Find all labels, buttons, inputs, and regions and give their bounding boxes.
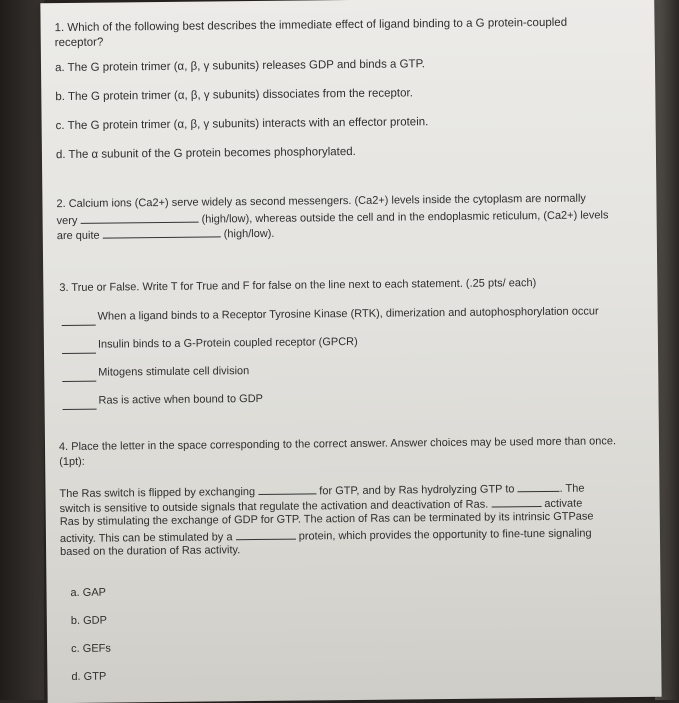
q3-statement-3: Mitogens stimulate cell division: [98, 365, 250, 379]
q2-blank-1[interactable]: [80, 211, 198, 224]
q2-blank-2[interactable]: [103, 225, 221, 238]
q2-line2-end: (high/low), whereas outside the cell and in the endoplasmic reticulum, (Ca2+) levels: [201, 209, 609, 226]
q4-blank-2[interactable]: [517, 480, 559, 492]
q3-statement-2: Insulin binds to a G-Protein coupled receptor (GPCR): [97, 335, 358, 351]
q4-stem: 4. Place the letter in the space corresponding to the correct answer. Answer choices may be used more than once. (1pt):: [58, 435, 617, 469]
q3-statement-4: Ras is active when bound to GDP: [98, 392, 264, 407]
q1-option-a[interactable]: a. The G protein trimer (α, β, γ subunits) releases GDP and binds a GTP.: [54, 58, 426, 75]
q3-stem: 3. True or False. Write T for True and F for false on the line next to each statement. (.25 pts/ each): [59, 277, 537, 295]
q2-line2-start: very: [56, 214, 78, 228]
q3-answer-line-1[interactable]: [62, 325, 96, 326]
desk-shadow-left: [0, 0, 44, 700]
q4-text-1a: The Ras switch is flipped by exchanging: [59, 486, 256, 501]
q4-text-2a: switch is sensitive to outside signals that regulate the activation and deactivation of Ras.: [59, 498, 489, 516]
q3-answer-line-3[interactable]: [62, 381, 96, 382]
q4-text-4b: protein, which provides the opportunity to fine-tune signaling: [298, 527, 592, 543]
q4-choice-d: d. GTP: [71, 670, 107, 683]
q4-text-2b: activate: [544, 497, 583, 510]
q1-option-d[interactable]: d. The α subunit of the G protein becomes phosphorylated.: [55, 145, 356, 162]
q2-line-1: 2. Calcium ions (Ca2+) serve widely as second messengers. (Ca2+) levels inside the cytoplasm are normally: [56, 192, 586, 211]
q2-line3-end: (high/low).: [223, 227, 275, 241]
q1-option-c[interactable]: c. The G protein trimer (α, β, γ subunits) interacts with an effector protein.: [55, 116, 429, 133]
q2-line-3: [57, 225, 275, 244]
q1-stem: 1. Which of the following best describes the immediate effect of ligand binding to a G protein-coupled receptor?: [54, 16, 568, 50]
q1-option-b[interactable]: b. The G protein trimer (α, β, γ subunits) dissociates from the receptor.: [55, 87, 413, 104]
q4-choice-b: b. GDP: [70, 614, 107, 627]
q4-passage-line-3: Ras by stimulating the exchange of GDP for GTP. The action of Ras can be terminated by its intrinsic GTPase: [59, 510, 594, 529]
q4-text-4a: activity. This can be stimulated by a: [59, 531, 233, 546]
q4-choice-a: a. GAP: [70, 586, 107, 599]
q3-statement-1: When a ligand binds to a Receptor Tyrosine Kinase (RTK), dimerization and autophosphorylation occur: [97, 305, 599, 323]
q4-blank-3[interactable]: [491, 495, 541, 508]
q3-answer-line-2[interactable]: [62, 353, 96, 354]
q4-text-1c: . The: [559, 482, 585, 495]
q2-line3-start: are quite: [56, 229, 100, 243]
q4-blank-4[interactable]: [236, 528, 296, 541]
q4-blank-1[interactable]: [258, 482, 316, 495]
worksheet-page: [40, 0, 661, 703]
q3-answer-line-4[interactable]: [63, 409, 97, 410]
q4-passage-line-5: based on the duration of Ras activity.: [60, 544, 241, 559]
q4-choice-c: c. GEFs: [71, 642, 111, 655]
q4-text-1b: for GTP, and by Ras hydrolyzing GTP to: [319, 483, 515, 498]
